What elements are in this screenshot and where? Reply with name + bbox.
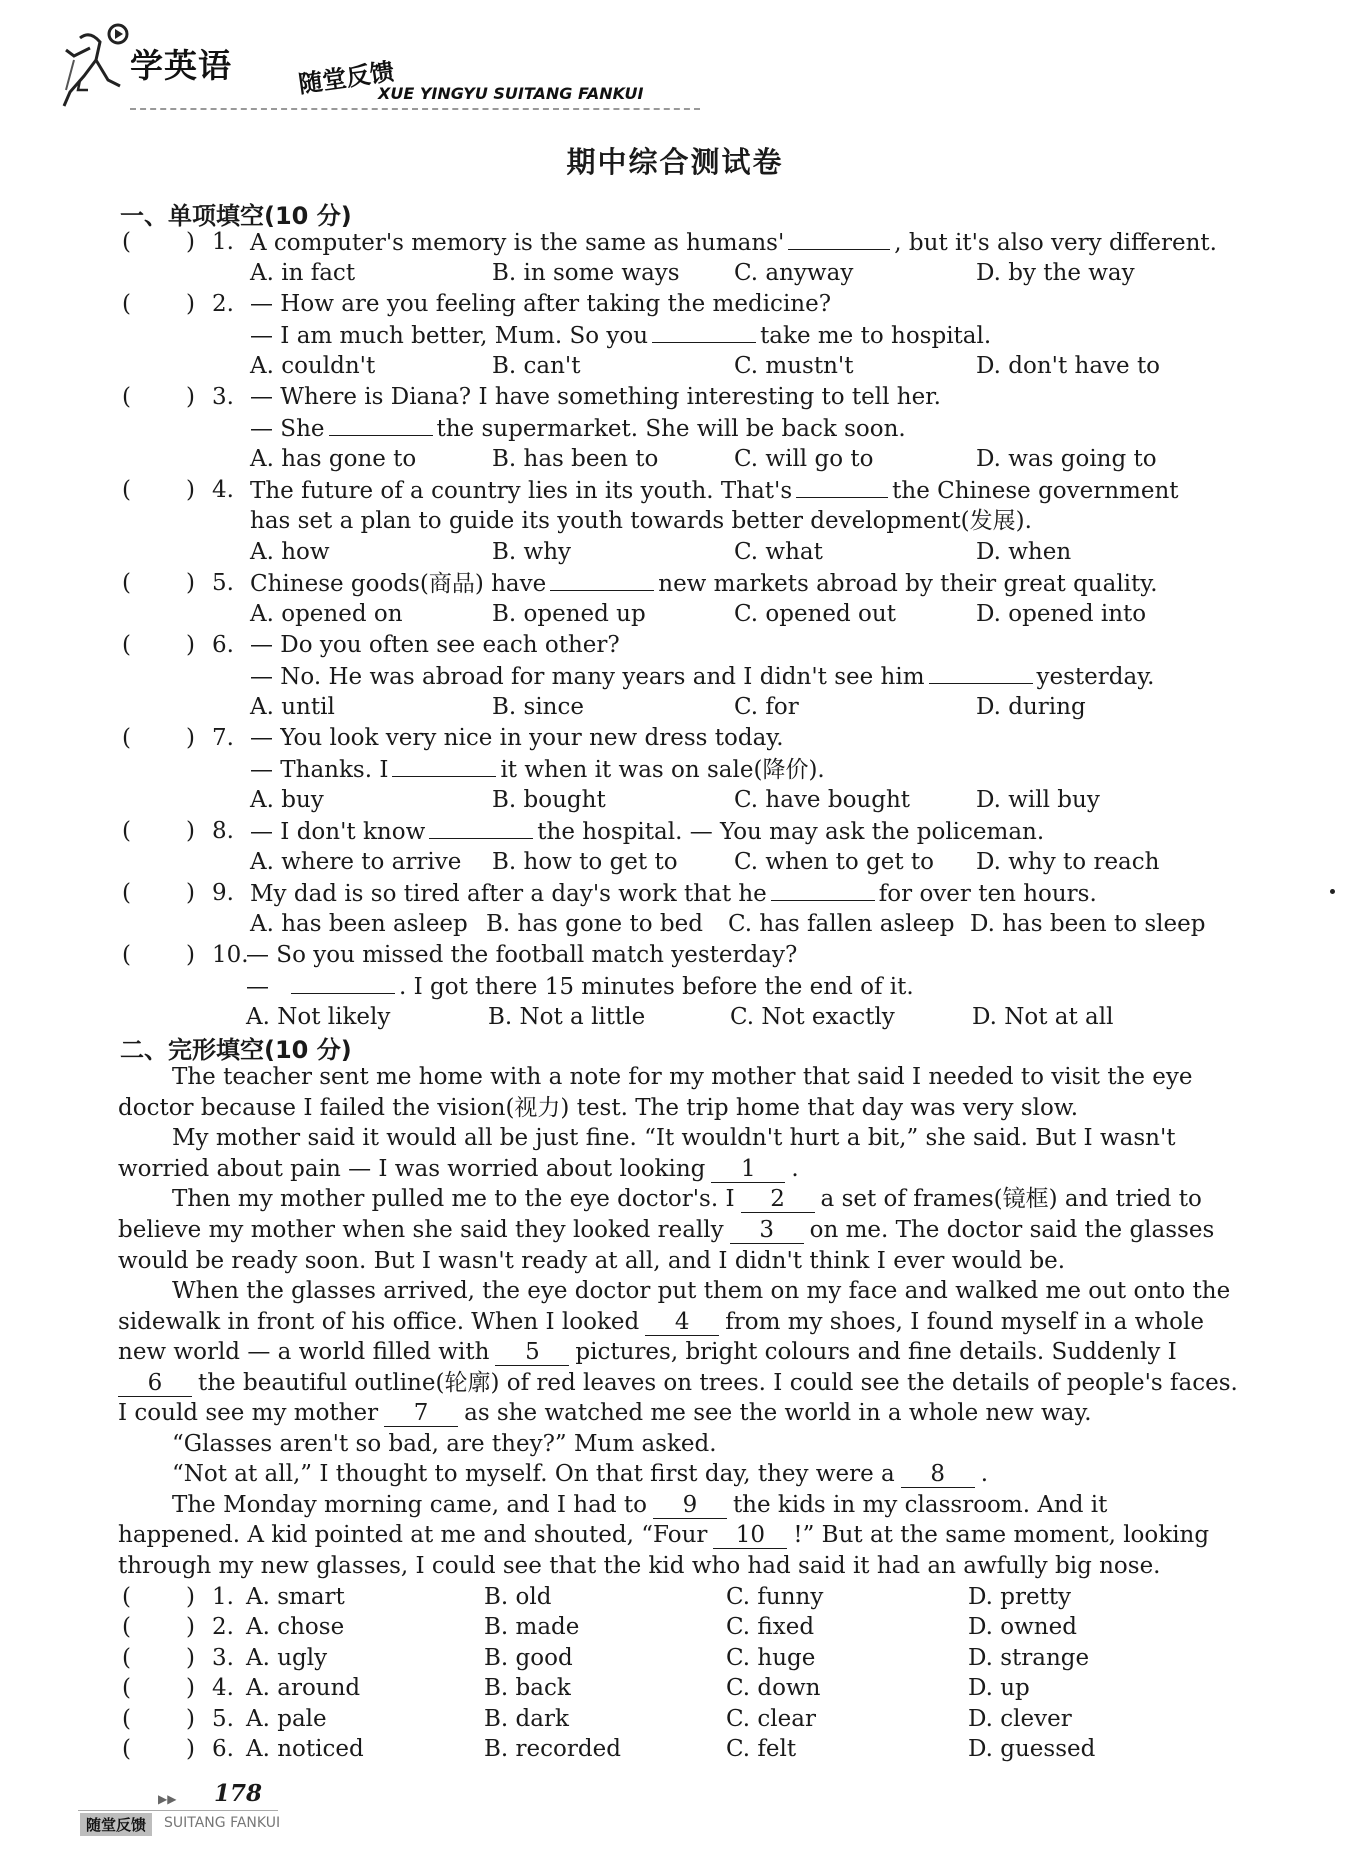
- option: A. in fact: [250, 260, 356, 286]
- answer-blank[interactable]: [652, 320, 756, 343]
- option: C. fixed: [726, 1614, 815, 1640]
- option: D. strange: [968, 1645, 1090, 1671]
- question-stem: A computer's memory is the same as humans' , but it's also very different.: [250, 227, 1217, 258]
- passage-line: When the glasses arrived, the eye doctor put them on my face and walked me out onto the: [172, 1278, 1231, 1304]
- answer-blank[interactable]: [329, 413, 433, 436]
- question-number: 10.: [212, 942, 249, 968]
- question-stem: — So you missed the football match yesterday?: [246, 942, 798, 968]
- cloze-blank[interactable]: 10: [713, 1522, 787, 1549]
- question-number: 8.: [212, 818, 234, 844]
- section-2-heading: 二、完形填空(10 分): [120, 1036, 352, 1064]
- answer-paren[interactable]: ( ): [122, 1706, 195, 1732]
- option: A. around: [246, 1675, 361, 1701]
- brand-chinese-2: 随堂反馈: [296, 57, 396, 99]
- page-number: 178: [214, 1780, 263, 1807]
- question-number: 5.: [212, 1706, 234, 1732]
- question-number: 1.: [212, 229, 234, 255]
- question-stem: — Where is Diana? I have something interesting to tell her.: [250, 384, 941, 410]
- passage-line: worried about pain — I was worried about looking 1 .: [118, 1156, 799, 1182]
- question-number: 2.: [212, 1614, 234, 1640]
- option: A. how: [250, 539, 330, 565]
- passage-line: believe my mother when she said they looked really 3 on me. The doctor said the glasses: [118, 1217, 1215, 1243]
- option: B. since: [492, 694, 584, 720]
- question-stem: — No. He was abroad for many years and I didn't see him yesterday.: [250, 661, 1154, 692]
- passage-line: The teacher sent me home with a note for my mother that said I needed to visit the eye: [172, 1064, 1193, 1090]
- answer-blank[interactable]: [291, 971, 395, 994]
- footer-badge: 随堂反馈: [80, 1813, 152, 1836]
- question-number: 6.: [212, 1736, 234, 1762]
- option: B. has gone to bed: [486, 911, 703, 937]
- option: D. was going to: [976, 446, 1157, 472]
- footer-divider: [78, 1810, 278, 1811]
- option: A. noticed: [246, 1736, 364, 1762]
- question-stem: — . I got there 15 minutes before the end of it.: [246, 971, 914, 1002]
- passage-line: Then my mother pulled me to the eye doctor's. I 2 a set of frames(镜框) and tried to: [172, 1186, 1202, 1212]
- option: B. bought: [492, 787, 606, 813]
- option: C. when to get to: [734, 849, 935, 875]
- option: D. will buy: [976, 787, 1100, 813]
- option: D. pretty: [968, 1584, 1072, 1610]
- question-stem: Chinese goods(商品) have new markets abroad by their great quality.: [250, 568, 1158, 599]
- option: D. during: [976, 694, 1086, 720]
- cloze-blank[interactable]: 4: [645, 1309, 719, 1336]
- question-stem: — Thanks. I it when it was on sale(降价).: [250, 754, 825, 785]
- cloze-blank[interactable]: 7: [384, 1400, 458, 1427]
- option: A. has been asleep: [250, 911, 468, 937]
- cloze-blank[interactable]: 8: [901, 1461, 975, 1488]
- option: A. opened on: [250, 601, 403, 627]
- cloze-blank[interactable]: 6: [118, 1370, 192, 1397]
- option: A. ugly: [246, 1645, 328, 1671]
- option: D. guessed: [968, 1736, 1096, 1762]
- answer-blank[interactable]: [429, 816, 533, 839]
- answer-paren[interactable]: ( ): [122, 291, 195, 317]
- option: B. dark: [484, 1706, 569, 1732]
- passage-line: sidewalk in front of his office. When I looked 4 from my shoes, I found myself in a whole: [118, 1309, 1204, 1335]
- runner-logo-icon: [60, 20, 138, 110]
- option: C. funny: [726, 1584, 824, 1610]
- option: D. opened into: [976, 601, 1147, 627]
- option: C. down: [726, 1675, 821, 1701]
- option: B. Not a little: [488, 1004, 646, 1030]
- option: A. has gone to: [250, 446, 417, 472]
- question-number: 3.: [212, 1645, 234, 1671]
- option: A. where to arrive: [250, 849, 462, 875]
- double-arrow-icon: ▶▶: [158, 1792, 177, 1806]
- brand-chinese: 学英语: [130, 46, 232, 85]
- answer-paren[interactable]: ( ): [122, 1584, 195, 1610]
- cloze-blank[interactable]: 1: [711, 1156, 785, 1183]
- passage-line: new world — a world filled with 5 pictures, bright colours and fine details. Suddenly I: [118, 1339, 1177, 1365]
- question-stem: — I am much better, Mum. So you take me to hospital.: [250, 320, 991, 351]
- answer-paren[interactable]: ( ): [122, 570, 195, 596]
- passage-line: 6 the beautiful outline(轮廓) of red leaves on trees. I could see the details of people's faces.: [118, 1368, 1238, 1399]
- option: C. Not exactly: [730, 1004, 895, 1030]
- answer-paren[interactable]: ( ): [122, 725, 195, 751]
- option: A. until: [250, 694, 335, 720]
- option: D. has been to sleep: [970, 911, 1206, 937]
- passage-line: through my new glasses, I could see that the kid who had said it had an awfully big nose.: [118, 1553, 1161, 1579]
- header-divider: [130, 108, 700, 110]
- question-number: 3.: [212, 384, 234, 410]
- option: D. clever: [968, 1706, 1072, 1732]
- question-number: 6.: [212, 632, 234, 658]
- option: D. Not at all: [972, 1004, 1114, 1030]
- answer-blank[interactable]: [392, 754, 496, 777]
- header: [60, 14, 660, 114]
- option: A. buy: [250, 787, 324, 813]
- option: C. have bought: [734, 787, 911, 813]
- passage-line: The Monday morning came, and I had to 9 the kids in my classroom. And it: [172, 1492, 1108, 1518]
- option: B. in some ways: [492, 260, 680, 286]
- option: B. why: [492, 539, 572, 565]
- passage-line: I could see my mother 7 as she watched me see the world in a whole new way.: [118, 1400, 1092, 1426]
- option: A. couldn't: [250, 353, 376, 379]
- option: C. what: [734, 539, 823, 565]
- answer-blank[interactable]: [929, 661, 1033, 684]
- answer-paren[interactable]: ( ): [122, 880, 195, 906]
- option: C. has fallen asleep: [728, 911, 955, 937]
- answer-paren[interactable]: ( ): [122, 384, 195, 410]
- option: B. opened up: [492, 601, 646, 627]
- section-1-heading: 一、单项填空(10 分): [120, 202, 352, 230]
- answer-paren[interactable]: ( ): [122, 942, 195, 968]
- option: B. how to get to: [492, 849, 678, 875]
- answer-blank[interactable]: [796, 475, 888, 498]
- passage-line: “Not at all,” I thought to myself. On that first day, they were a 8 .: [172, 1461, 989, 1487]
- option: A. chose: [246, 1614, 345, 1640]
- question-stem: — How are you feeling after taking the medicine?: [250, 291, 832, 317]
- passage-line: doctor because I failed the vision(视力) test. The trip home that day was very slow.: [118, 1095, 1079, 1121]
- question-stem: — I don't know the hospital. — You may ask the policeman.: [250, 816, 1044, 847]
- option: C. will go to: [734, 446, 874, 472]
- option: B. made: [484, 1614, 580, 1640]
- option: C. clear: [726, 1706, 816, 1732]
- answer-paren[interactable]: ( ): [122, 229, 195, 255]
- passage-line: happened. A kid pointed at me and shouted, “Four 10 !” But at the same moment, looking: [118, 1522, 1210, 1548]
- cloze-blank[interactable]: 3: [730, 1217, 804, 1244]
- answer-paren[interactable]: ( ): [122, 1675, 195, 1701]
- answer-blank[interactable]: [788, 227, 890, 250]
- option: A. pale: [246, 1706, 327, 1732]
- option: B. has been to: [492, 446, 659, 472]
- passage-line: would be ready soon. But I wasn't ready at all, and I didn't think I ever would be.: [118, 1248, 1066, 1274]
- option: C. mustn't: [734, 353, 854, 379]
- question-number: 1.: [212, 1584, 234, 1610]
- option: C. for: [734, 694, 799, 720]
- option: B. can't: [492, 353, 581, 379]
- page-title: 期中综合测试卷: [566, 145, 784, 179]
- answer-paren[interactable]: ( ): [122, 818, 195, 844]
- answer-paren[interactable]: ( ): [122, 1645, 195, 1671]
- answer-paren[interactable]: ( ): [122, 477, 195, 503]
- passage-line: “Glasses aren't so bad, are they?” Mum asked.: [172, 1431, 717, 1457]
- question-number: 5.: [212, 570, 234, 596]
- option: A. Not likely: [246, 1004, 391, 1030]
- option: D. owned: [968, 1614, 1077, 1640]
- option: B. back: [484, 1675, 571, 1701]
- option: B. recorded: [484, 1736, 621, 1762]
- question-number: 9.: [212, 880, 234, 906]
- question-number: 4.: [212, 477, 234, 503]
- option: C. felt: [726, 1736, 797, 1762]
- cloze-blank[interactable]: 2: [741, 1186, 815, 1213]
- question-number: 7.: [212, 725, 234, 751]
- option: B. old: [484, 1584, 552, 1610]
- cloze-blank[interactable]: 9: [653, 1492, 727, 1519]
- option: C. huge: [726, 1645, 816, 1671]
- answer-paren[interactable]: ( ): [122, 1614, 195, 1640]
- question-stem: My dad is so tired after a day's work that he for over ten hours.: [250, 878, 1097, 909]
- question-stem: — Do you often see each other?: [250, 632, 620, 658]
- answer-blank[interactable]: [771, 878, 875, 901]
- option: D. don't have to: [976, 353, 1161, 379]
- option: D. when: [976, 539, 1072, 565]
- option: D. by the way: [976, 260, 1135, 286]
- option: D. up: [968, 1675, 1030, 1701]
- option: A. smart: [246, 1584, 345, 1610]
- answer-blank[interactable]: [550, 568, 654, 591]
- option: C. anyway: [734, 260, 854, 286]
- brand-pinyin: XUE YINGYU SUITANG FANKUI: [378, 84, 644, 103]
- question-stem: The future of a country lies in its youth. That's the Chinese government: [250, 475, 1179, 506]
- footer-brand: SUITANG FANKUI: [164, 1815, 281, 1831]
- option: C. opened out: [734, 601, 896, 627]
- question-stem: has set a plan to guide its youth towards better development(发展).: [250, 508, 1032, 534]
- question-number: 2.: [212, 291, 234, 317]
- option: D. why to reach: [976, 849, 1160, 875]
- question-stem: — She the supermarket. She will be back soon.: [250, 413, 906, 444]
- answer-paren[interactable]: ( ): [122, 1736, 195, 1762]
- question-stem: — You look very nice in your new dress today.: [250, 725, 784, 751]
- option: B. good: [484, 1645, 573, 1671]
- margin-dot: [1330, 889, 1335, 894]
- cloze-blank[interactable]: 5: [495, 1339, 569, 1366]
- passage-line: My mother said it would all be just fine. “It wouldn't hurt a bit,” she said. But I wasn't: [172, 1125, 1176, 1151]
- answer-paren[interactable]: ( ): [122, 632, 195, 658]
- question-number: 4.: [212, 1675, 234, 1701]
